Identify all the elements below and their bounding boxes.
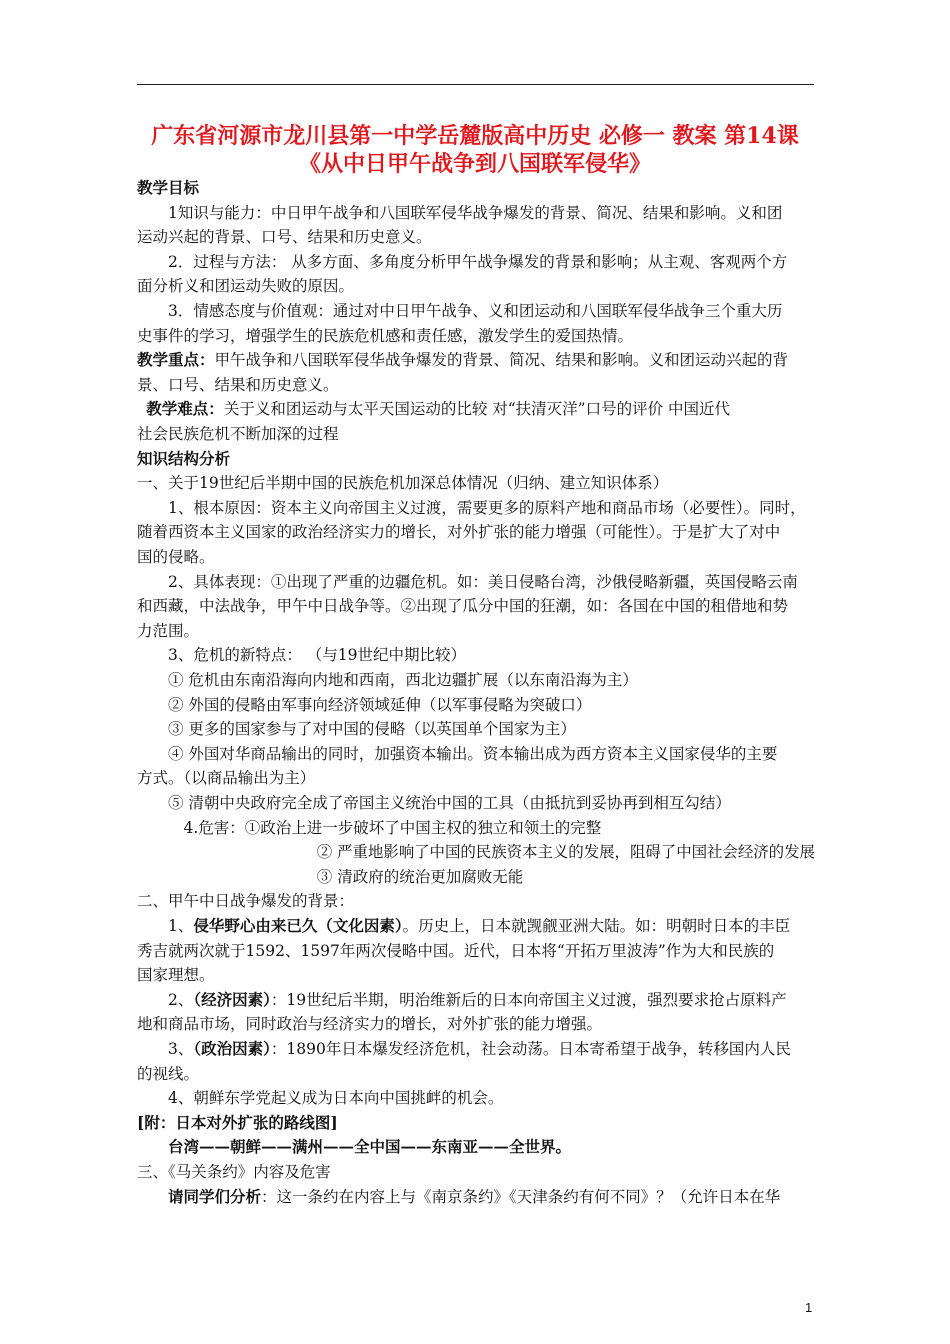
line-text: 1知识与能力：中日甲午战争和八国联军侵华战争爆发的背景、简况、结果和影响。义和团 (168, 203, 783, 222)
line-text: ：19世纪后半期，明治维新后的日本向帝国主义过渡，强烈要求抢占原料产 (270, 990, 787, 1009)
line-text: 3．情感态度与价值观：通过对中日甲午战争、义和团运动和八国联军侵华战争三个重大历 (168, 302, 783, 320)
line-text: 教学目标 (137, 178, 200, 197)
text-line (137, 521, 780, 543)
text-line (137, 890, 354, 912)
line-label: 教学难点： (146, 399, 224, 419)
text-line (137, 1013, 602, 1035)
line-text: ① 危机由东南沿海向内地和西南，西北边疆扩展（以东南沿海为主） (168, 671, 638, 689)
text-line (168, 718, 576, 740)
line-prefix: 2、 (168, 990, 194, 1009)
line-text: ③ 更多的国家参与了对中国的侵略（以英国单个国家为主） (168, 720, 576, 739)
line-text: 和西藏，中法战争，甲午中日战争等。②出现了瓜分中国的狂潮，如：各国在中国的租借地和势 (137, 597, 789, 616)
page-number: 1 (805, 1300, 813, 1315)
line-text: 三、《马关条约》内容及危害 (137, 1163, 331, 1181)
text-line (137, 177, 199, 199)
text-line (137, 325, 633, 347)
line-text: 社会民族危机不断加深的过程 (137, 425, 339, 443)
text-line (137, 1112, 338, 1134)
line-text: 地和商品市场，同时政治与经济实力的增长，对外扩张的能力增强。 (137, 1015, 603, 1034)
line-text: 2、具体表现：①出现了严重的边疆危机。如：美日侵略台湾，沙俄侵略新疆，英国侵略云南 (168, 572, 798, 591)
line-label: 侵华野心由来已久（文化因素） (193, 916, 403, 935)
line-text: ：1890年日本爆发经济危机，社会动荡。日本寄希望于战争，转移国内人民 (270, 1040, 791, 1058)
line-text: 秀吉就两次就于1592、1597年两次侵略中国。近代，日本将“开拓万里波涛”作为大和民族的 (137, 941, 775, 960)
text-line (146, 398, 730, 420)
text-line (168, 694, 591, 716)
text-line (137, 374, 339, 396)
line-text: 一、关于19世纪后半期中国的民族危机加深总体情况（归纳、建立知识体系） (137, 474, 669, 493)
text-line (137, 448, 230, 470)
line-label: （政治因素） (193, 1039, 271, 1058)
text-line (137, 1063, 199, 1085)
text-line (168, 743, 777, 765)
line-text: 史事件的学习，增强学生的民族危机感和责任感，激发学生的爱国热情。 (137, 326, 634, 345)
line-text: 知识结构分析 (137, 448, 231, 468)
text-line (137, 423, 339, 445)
line-text: 力范围。 (137, 621, 200, 640)
text-line (168, 1186, 780, 1208)
line-text: 1、根本原因：资本主义向帝国主义过渡，需要更多的原料产地和商品市场（必要性）。同时， (168, 498, 806, 517)
text-line (168, 251, 787, 273)
text-line (168, 915, 790, 937)
text-line (137, 226, 432, 248)
text-line (137, 595, 788, 617)
text-line (168, 1038, 791, 1060)
document-title-line-1: 广东省河源市龙川县第一中学岳麓版高中历史 必修一 教案 第14课 (151, 123, 799, 149)
line-text: 随着西资本主义国家的政治经济实力的增长，对外扩张的能力增强（可能性）。于是扩大了对中 (137, 523, 781, 542)
line-text: 4.危害：①政治上进一步破坏了中国主权的独立和领土的完整 (183, 818, 602, 837)
text-line (137, 767, 315, 789)
text-line (137, 620, 199, 642)
line-text: ② 外国的侵略由军事向经济领域延伸（以军事侵略为突破口） (168, 695, 592, 714)
line-prefix: 1、 (168, 917, 194, 935)
text-line (137, 546, 215, 568)
text-line (137, 275, 354, 297)
line-text: ④ 外国对华商品输出的同时，加强资本输出。资本输出成为西方资本主义国家侵华的主要 (168, 744, 778, 763)
line-label: 请同学们分析 (168, 1186, 262, 1206)
line-text: 2．过程与方法： 从多方面、多角度分析甲午战争爆发的背景和影响；从主观、客观两个方 (168, 252, 788, 271)
line-text: 甲午战争和八国联军侵华战争爆发的背景、简况、结果和影响。义和团运动兴起的背 (214, 351, 789, 370)
line-text: 国家理想。 (137, 966, 215, 985)
text-line (137, 940, 774, 962)
line-text: 运动兴起的背景、口号、结果和历史意义。 (137, 228, 432, 247)
text-line (168, 300, 782, 322)
line-text: ③ 清政府的统治更加腐败无能 (316, 867, 524, 886)
line-text: 。历史上，日本就觊觎亚洲大陆。如：明朝时日本的丰臣 (402, 917, 791, 935)
line-text: [附：日本对外扩张的路线图] (137, 1112, 338, 1132)
document-title-line-2: 《从中日甲午战争到八国联军侵华》 (298, 151, 651, 177)
text-line (168, 792, 731, 814)
text-line (137, 349, 788, 371)
line-text: 二、甲午中日战争爆发的背景： (137, 892, 355, 911)
line-text: 4、朝鲜东学党起义成为日本向中国挑衅的机会。 (168, 1089, 504, 1108)
line-text: 3、危机的新特点： （与19世纪中期比较） (168, 646, 467, 665)
line-text: 的视线。 (137, 1064, 200, 1083)
line-text: 面分析义和团运动失败的原因。 (137, 277, 355, 296)
text-line (317, 841, 815, 863)
line-text: 关于义和团运动与太平天国运动的比较 对“扶清灭洋”口号的评价 中国近代 (223, 400, 731, 419)
text-line (168, 1087, 503, 1109)
text-line (168, 669, 638, 691)
text-line (168, 571, 798, 593)
line-text: 台湾——朝鲜——满州——全中国——东南亚——全世界。 (168, 1137, 572, 1157)
text-line (137, 472, 668, 494)
text-line (168, 989, 787, 1011)
text-line (168, 202, 782, 224)
line-text: 方式。（以商品输出为主） (137, 769, 316, 788)
line-label: 教学重点： (137, 350, 215, 370)
text-line (184, 817, 602, 839)
line-label: （经济因素） (193, 989, 271, 1009)
text-line (168, 644, 466, 666)
text-line (317, 866, 523, 888)
line-prefix: 3、 (168, 1040, 194, 1058)
text-line (137, 1161, 331, 1183)
line-text: 国的侵略。 (137, 548, 215, 566)
text-line (168, 497, 806, 519)
line-text: ② 严重地影响了中国的民族资本主义的发展，阻碍了中国社会经济的发展 (316, 843, 815, 862)
line-text: ⑤ 清朝中央政府完全成了帝国主义统治中国的工具（由抵抗到妥协再到相互勾结） (168, 794, 731, 812)
text-line (168, 1136, 571, 1158)
header-rule (137, 84, 814, 85)
line-text: ：这一条约在内容上与《南京条约》《天津条约有何不同》？（允许日本在华 (261, 1187, 781, 1206)
line-text: 景、口号、结果和历史意义。 (137, 375, 339, 394)
text-line (137, 964, 215, 986)
